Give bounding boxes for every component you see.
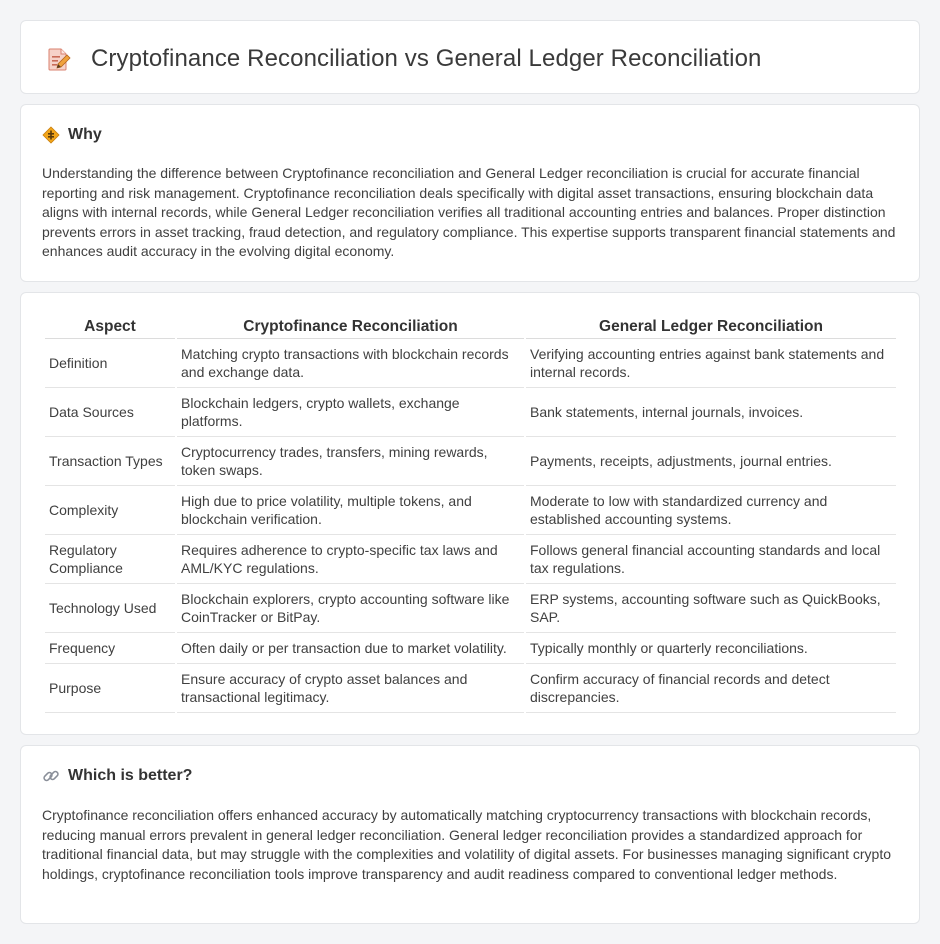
row-ledger: Bank statements, internal journals, invoices. (526, 388, 896, 437)
row-aspect: Purpose (45, 664, 175, 713)
row-crypto: Requires adherence to crypto-specific tax laws and AML/KYC regulations. (177, 535, 524, 584)
link-icon (42, 767, 60, 785)
header-ledger: General Ledger Reconciliation (526, 314, 896, 339)
better-text: Cryptofinance reconciliation offers enhanced accuracy by automatically matching cryptocurrency transactions with blockchain records, reducing manual errors prevalent in general ledger reconciliation. General ledger reconciliation provides a standardized approach for traditional financial data, but may struggle with the complexities and volatility of digital assets. For businesses managing significant crypto holdings, cryptofinance reconciliation tools improve transparency and audit readiness compared to conventional ledger methods. (42, 807, 891, 882)
table-row (45, 535, 896, 584)
page-title: Cryptofinance Reconciliation vs General Ledger Reconciliation (91, 45, 762, 72)
row-crypto: Ensure accuracy of crypto asset balances and transactional legitimacy. (177, 664, 524, 713)
row-crypto: Cryptocurrency trades, transfers, mining rewards, token swaps. (177, 437, 524, 486)
header-row (45, 45, 761, 73)
row-ledger: Follows general financial accounting standards and local tax regulations. (526, 535, 896, 584)
better-heading: Which is better? (68, 767, 193, 784)
row-crypto: Blockchain ledgers, crypto wallets, exchange platforms. (177, 388, 524, 437)
header-aspect: Aspect (45, 314, 175, 339)
document-edit-icon (45, 46, 71, 72)
table-row (45, 584, 896, 633)
table-row (45, 486, 896, 535)
row-ledger: Moderate to low with standardized currency and established accounting systems. (526, 486, 896, 535)
why-heading-row (42, 126, 102, 144)
better-heading-row (42, 767, 192, 785)
why-heading: Why (68, 126, 102, 143)
row-aspect: Frequency (45, 633, 175, 664)
why-section (20, 104, 920, 282)
table-row (45, 664, 896, 713)
row-crypto: Matching crypto transactions with blockchain records and exchange data. (177, 339, 524, 388)
row-aspect: Technology Used (45, 584, 175, 633)
row-crypto: High due to price volatility, multiple tokens, and blockchain verification. (177, 486, 524, 535)
row-aspect: Complexity (45, 486, 175, 535)
table-row (45, 339, 896, 388)
which-better-section (20, 745, 920, 924)
row-ledger: Verifying accounting entries against bank statements and internal records. (526, 339, 896, 388)
table-row (45, 633, 896, 664)
table-row (45, 437, 896, 486)
row-aspect: Data Sources (45, 388, 175, 437)
table-row (45, 388, 896, 437)
row-ledger: Payments, receipts, adjustments, journal entries. (526, 437, 896, 486)
row-aspect: Regulatory Compliance (45, 535, 175, 584)
diamond-warning-icon (42, 126, 60, 144)
row-ledger: Typically monthly or quarterly reconciliations. (526, 633, 896, 664)
row-aspect: Transaction Types (45, 437, 175, 486)
table-header-row (45, 314, 896, 339)
why-text: Understanding the difference between Cryptofinance reconciliation and General Ledger reconciliation is crucial for accurate financial reporting and risk management. Cryptofinance reconciliation deals specifically with digital asset transactions, ensuring blockchain data aligns with internal records, while General Ledger reconciliation verifies all traditional accounting entries and balances. Proper distinction prevents errors in asset tracking, fraud detection, and regulatory compliance. This expertise supports transparent financial statements and enhances audit accuracy in the evolving digital economy. (42, 165, 896, 260)
row-ledger: ERP systems, accounting software such as QuickBooks, SAP. (526, 584, 896, 633)
row-aspect: Definition (45, 339, 175, 388)
header-crypto: Cryptofinance Reconciliation (177, 314, 524, 339)
row-ledger: Confirm accuracy of financial records and detect discrepancies. (526, 664, 896, 713)
row-crypto: Blockchain explorers, crypto accounting software like CoinTracker or BitPay. (177, 584, 524, 633)
comparison-table (43, 314, 898, 713)
header-card (20, 20, 920, 94)
comparison-section (20, 292, 920, 735)
row-crypto: Often daily or per transaction due to market volatility. (177, 633, 524, 664)
